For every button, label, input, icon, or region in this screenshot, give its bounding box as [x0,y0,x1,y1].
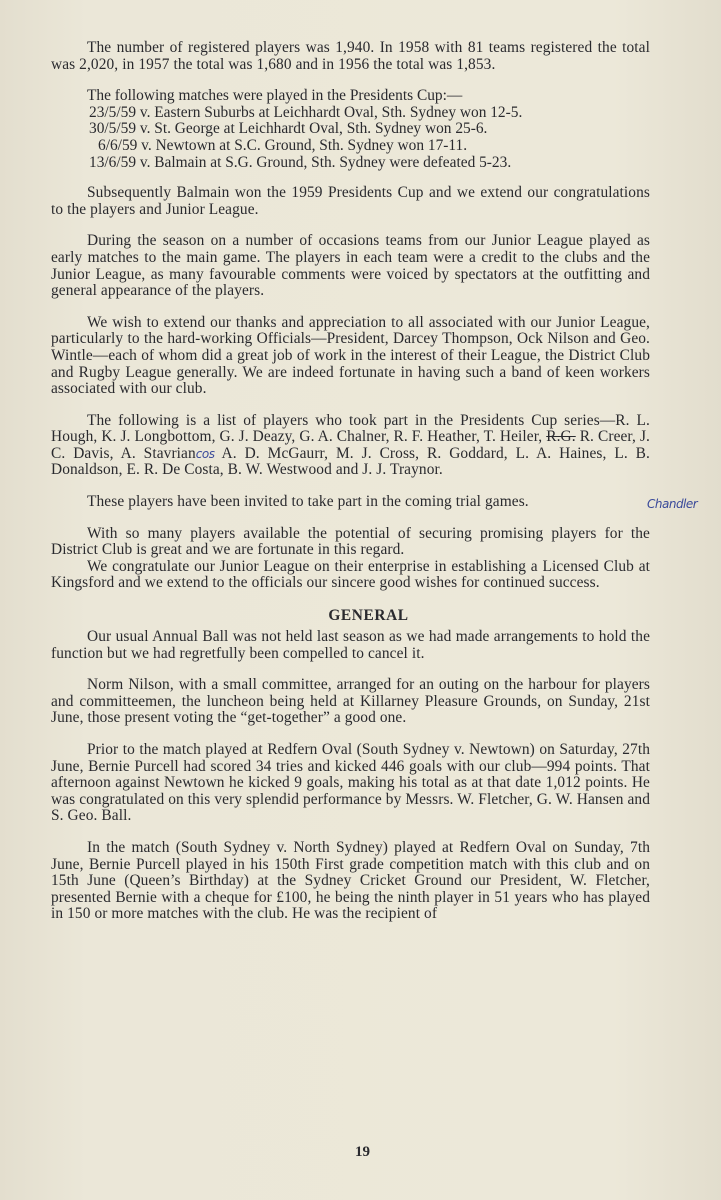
match-line: 6/6/59 v. Newtown at S.C. Ground, Sth. Sydney won 17-11. [98,136,468,154]
players-list-part-d: A. D. McGaurr, M. J. Cross, R. Goddard, L. A. Haines, L. B. Donaldson, E. R. De Costa, B. W. Westwood and J. J. Traynor. [51,444,650,479]
players-list-part-a: The following is a list of players who took part in the Presidents Cup series—R. L. Hough, K. J. Longbottom, G. J. Deazy, G. A. Chalner, [51,411,650,446]
paragraph-early-matches: During the season on a number of occasions teams from our Junior League played as early matches to the main game. The players in each team were a credit to the clubs and the Junior League, as many favourable comments were voiced by spectators at the outfitting and general appearance of the players. [51,232,650,300]
paragraph-annual-ball: Our usual Annual Ball was not held last season as we had made arrangements to hold the function but we had regretfully been compelled to cancel it. [51,628,650,662]
match-line: 30/5/59 v. St. George at Leichhardt Oval, Sth. Sydney won 25-6. [89,120,488,138]
paragraph-balmain-won: Subsequently Balmain won the 1959 Presidents Cup and we extend our congratulations to the players and Junior League. [51,184,650,218]
page-number: 19 [355,1144,370,1160]
matches-intro: The following matches were played in the Presidents Cup:— [87,87,463,105]
paragraph-trial-games: These players have been invited to take part in the coming trial games. [87,493,529,511]
match-line: 23/5/59 v. Eastern Suburbs at Leichhardt Oval, Sth. Sydney won 12-5. [89,103,523,121]
presidents-cup-matches [51,88,650,171]
section-heading-general: GENERAL [328,607,409,625]
paragraph-players-list [51,413,650,479]
handwritten-correction-cos: cos [195,446,215,461]
paragraph-harbour-outing: Norm Nilson, with a small committee, arranged for an outing on the harbour for players and committeemen, the luncheon being held at Killarney Pleasure Grounds, on Sunday, 21st June, those present voting the “get-together” a good one. [51,676,650,727]
players-list-part-b: R. F. Heather, T. Heiler, [389,428,547,446]
paragraph-thanks-officials: We wish to extend our thanks and appreciation to all associated with our Junior League, particularly to the hard-working Officials—President, Darcey Thompson, Ock Nilson and Geo. Wintle—each of whom did a great job of work in the interest of their League, the District Club and Rugby League generally. We are indeed fortunate in having such a band of keen workers associated with our club. [51,313,650,398]
paragraph-potential: With so many players available the potential of securing promising players for the District Club is great and we are fortunate in this regard. [51,524,650,559]
struck-initials: R.G. [546,428,576,446]
paragraph-licensed-club: We congratulate our Junior League on their enterprise in establishing a Licensed Club at Kingsford and we extend to the officials our sincere good wishes for continued success. [51,557,650,592]
players-list-part-c: R. Creer, J. C. Davis, A. Stavrian [51,428,651,462]
paragraph-purcell-points: Prior to the match played at Redfern Oval (South Sydney v. Newtown) on Saturday, 27th June, Bernie Purcell had scored 34 tries and kicked 446 goals with our club—994 points. That afternoon against Newtown he kicked 9 goals, making his total as at that date 1,012 points. He was congratulated on this very splendid performance by Messrs. W. Fletcher, G. W. Hansen and S. Geo. Ball. [51,741,650,825]
match-line: 13/6/59 v. Balmain at S.G. Ground, Sth. Sydney were defeated 5-23. [89,153,512,171]
paragraph-registered-players: The number of registered players was 1,940. In 1958 with 81 teams registered the total was 2,020, in 1957 the total was 1,680 and in 1956 the total was 1,853. [51,39,650,73]
paragraph-purcell-150th: In the match (South Sydney v. North Sydney) played at Redfern Oval on Sunday, 7th June, Bernie Purcell played in his 150th First grade competition match with this club and on 15th June (Queen’s Birthday) at the Sydney Cricket Ground our President, W. Fletcher, presented Bernie with a cheque for £100, he being the ninth player in 51 years who has played in 150 or more matches with the club. He was the recipient of [51,838,650,923]
handwritten-margin-note-chandler: Chandler [647,497,698,511]
